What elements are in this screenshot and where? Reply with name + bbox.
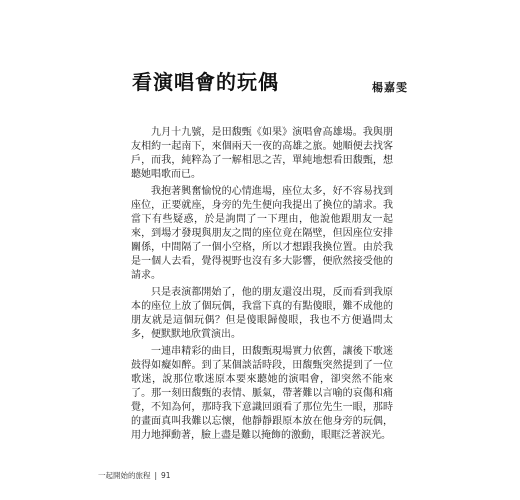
- paragraph: 只是表演都開始了，他的朋友還沒出現，反而看到我原本的座位上放了個玩偶，我當下真的有點傻眼，難不成他的朋友就是這個玩偶？但是傻眼歸傻眼，我也不方便過問太多，便默默地欣賞演出。: [131, 287, 393, 340]
- page-footer: [98, 470, 171, 481]
- paragraph: 一連串精彩的曲目，田馥甄現場實力依舊，讓後下歌迷鼓得如癡如醉。到了某個談話時段，田馥甄突然提到了一位歌迷，說那位歌迷原本要來聽她的演唱會，卻突然不能來了。那一刻田馥甄的表情、脈氣，帶著難以言喻的哀傷和痛覺，不知為何，那時我下意識回頭看了那位先生一眼，那時的畫面真叫我難以忘懷，他靜靜跟原本放在他身旁的玩偶，用力地揮動著，臉上盡是難以掩飾的激動，眼眶泛著淚光。: [131, 346, 393, 441]
- footer-separator: |: [154, 471, 158, 480]
- paragraph: 九月十九號，是田馥甄《如果》演唱會高雄場。我與朋友相約一起南下，來個兩天一夜的高雄之旅。她順便去找客戶，而我，純粹為了一解相思之苦，單純地想看田馥甄，想聽她唱歌而已。: [131, 127, 393, 180]
- page-number: 91: [161, 471, 171, 480]
- article-body: [131, 126, 393, 446]
- footer-book-title: 一起開始的旅程: [98, 471, 151, 480]
- article-title: 看演唱會的玩偶: [132, 70, 279, 94]
- paragraph: 我抱著興奮愉悅的心情進場，座位太多，好不容易找到座位，正要就座，身旁的先生便向我提出了換位的請求。我當下有些疑惑，於是詢問了一下理由，他說他跟朋友一起來，到場才發現與朋友之間的座位竟在隔壁，但因座位安排關係，中間隔了一個小空格，所以才想跟我換位置。由於我是一個人去看，覺得視野也沒有多大影響，便欣然接受他的請求。: [131, 186, 393, 281]
- author-name: 楊嘉雯: [372, 81, 408, 94]
